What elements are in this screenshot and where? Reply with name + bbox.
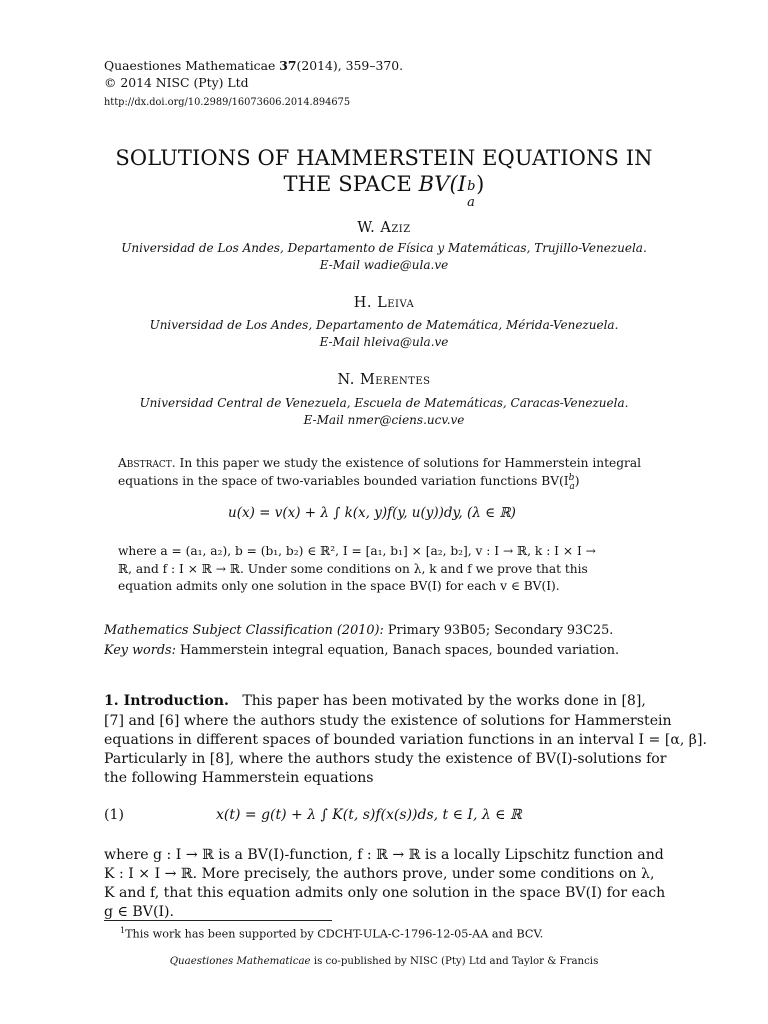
intro-line-7: K : I × I → ℝ. More precisely, the authors prove, under some conditions on λ,	[104, 866, 655, 882]
hammerstein-equation: x(t) = g(t) + λ ∫ K(t, s)f(x(s))ds, t ∈ I, λ ∈ ℝ	[216, 807, 522, 823]
intro-line-1: 1. Introduction. This paper has been motivated by the works done in [8],	[104, 693, 646, 709]
equation-number: (1)	[104, 807, 124, 823]
abstract-line-2: equations in the space of two-variables bounded variation functions $BV(I^b_a)$	[118, 473, 580, 492]
abstract-line-3: where a = (a₁, a₂), b = (b₁, b₂) ∈ ℝ², I = [a₁, b₁] × [a₂, b₂], v : I → ℝ, k : I × I →	[118, 544, 596, 558]
keywords-line: Key words: Hammerstein integral equation, Banach spaces, bounded variation.	[104, 643, 620, 658]
intro-line-3: equations in different spaces of bounded variation functions in an interval I = [α, β].	[104, 732, 707, 748]
doi-link[interactable]: http://dx.doi.org/10.2989/16073606.2014.894675	[104, 97, 351, 108]
footnote: $^1$This work has been supported by CDCHT-ULA-C-1796-12-05-AA and BCV.	[120, 926, 544, 941]
author-affiliation: Universidad de Los Andes, Departamento de Matemática, Mérida-Venezuela.	[149, 318, 619, 332]
paper-title-line1: SOLUTIONS OF HAMMERSTEIN EQUATIONS IN	[115, 146, 653, 170]
abstract-equation: u(x) = v(x) + λ ∫ k(x, y)f(y, u(y))dy, (λ ∈ ℝ)	[228, 505, 516, 521]
author-name: W. Aziz	[357, 220, 411, 236]
author-affiliation: Universidad Central de Venezuela, Escuela de Matemáticas, Caracas-Venezuela.	[139, 396, 629, 410]
journal-citation: Quaestiones Mathematicae 37(2014), 359–370.	[104, 58, 404, 73]
intro-line-9: g ∈ BV(I).	[104, 904, 174, 920]
section-heading: 1. Introduction.	[104, 693, 229, 709]
author-email: E-Mail wadie@ula.ve	[319, 258, 449, 272]
volume-number: 37	[279, 58, 297, 73]
intro-line-2: [7] and [6] where the authors study the existence of solutions for Hammerstein	[104, 713, 672, 729]
intro-line-8: K and f, that this equation admits only one solution in the space BV(I) for each	[104, 885, 666, 901]
copyright-line: © 2014 NISC (Pty) Ltd	[104, 75, 249, 90]
author-name: N. Merentes	[337, 372, 431, 388]
author-affiliation: Universidad de Los Andes, Departamento de Física y Matemáticas, Trujillo-Venezuela.	[121, 241, 647, 255]
msc-line: Mathematics Subject Classification (2010): Primary 93B05; Secondary 93C25.	[104, 623, 614, 638]
author-email: E-Mail hleiva@ula.ve	[319, 335, 449, 349]
intro-line-4: Particularly in [8], where the authors study the existence of BV(I)-solutions for	[104, 751, 667, 767]
page-footer: Quaestiones Mathematicae is co-published by NISC (Pty) Ltd and Taylor & Francis	[169, 956, 599, 967]
author-email: E-Mail nmer@ciens.ucv.ve	[303, 413, 465, 427]
intro-line-5: the following Hammerstein equations	[104, 770, 374, 786]
abstract-line-1: Abstract. In this paper we study the existence of solutions for Hammerstein integral	[118, 456, 642, 470]
author-name: H. Leiva	[353, 295, 415, 311]
abstract-line-5: equation admits only one solution in the space BV(I) for each v ∈ BV(I).	[118, 579, 560, 593]
abstract-label: Abstract.	[118, 456, 176, 470]
footnote-rule	[104, 920, 332, 921]
intro-line-6: where g : I → ℝ is a BV(I)-function, f : ℝ → ℝ is a locally Lipschitz function and	[104, 847, 664, 863]
abstract-line-4: ℝ, and f : I × ℝ → ℝ. Under some conditions on λ, k and f we prove that this	[118, 562, 588, 576]
paper-title-line2: THE SPACE BV(I b a )	[283, 172, 485, 210]
footnote-mark: 1	[120, 926, 126, 935]
